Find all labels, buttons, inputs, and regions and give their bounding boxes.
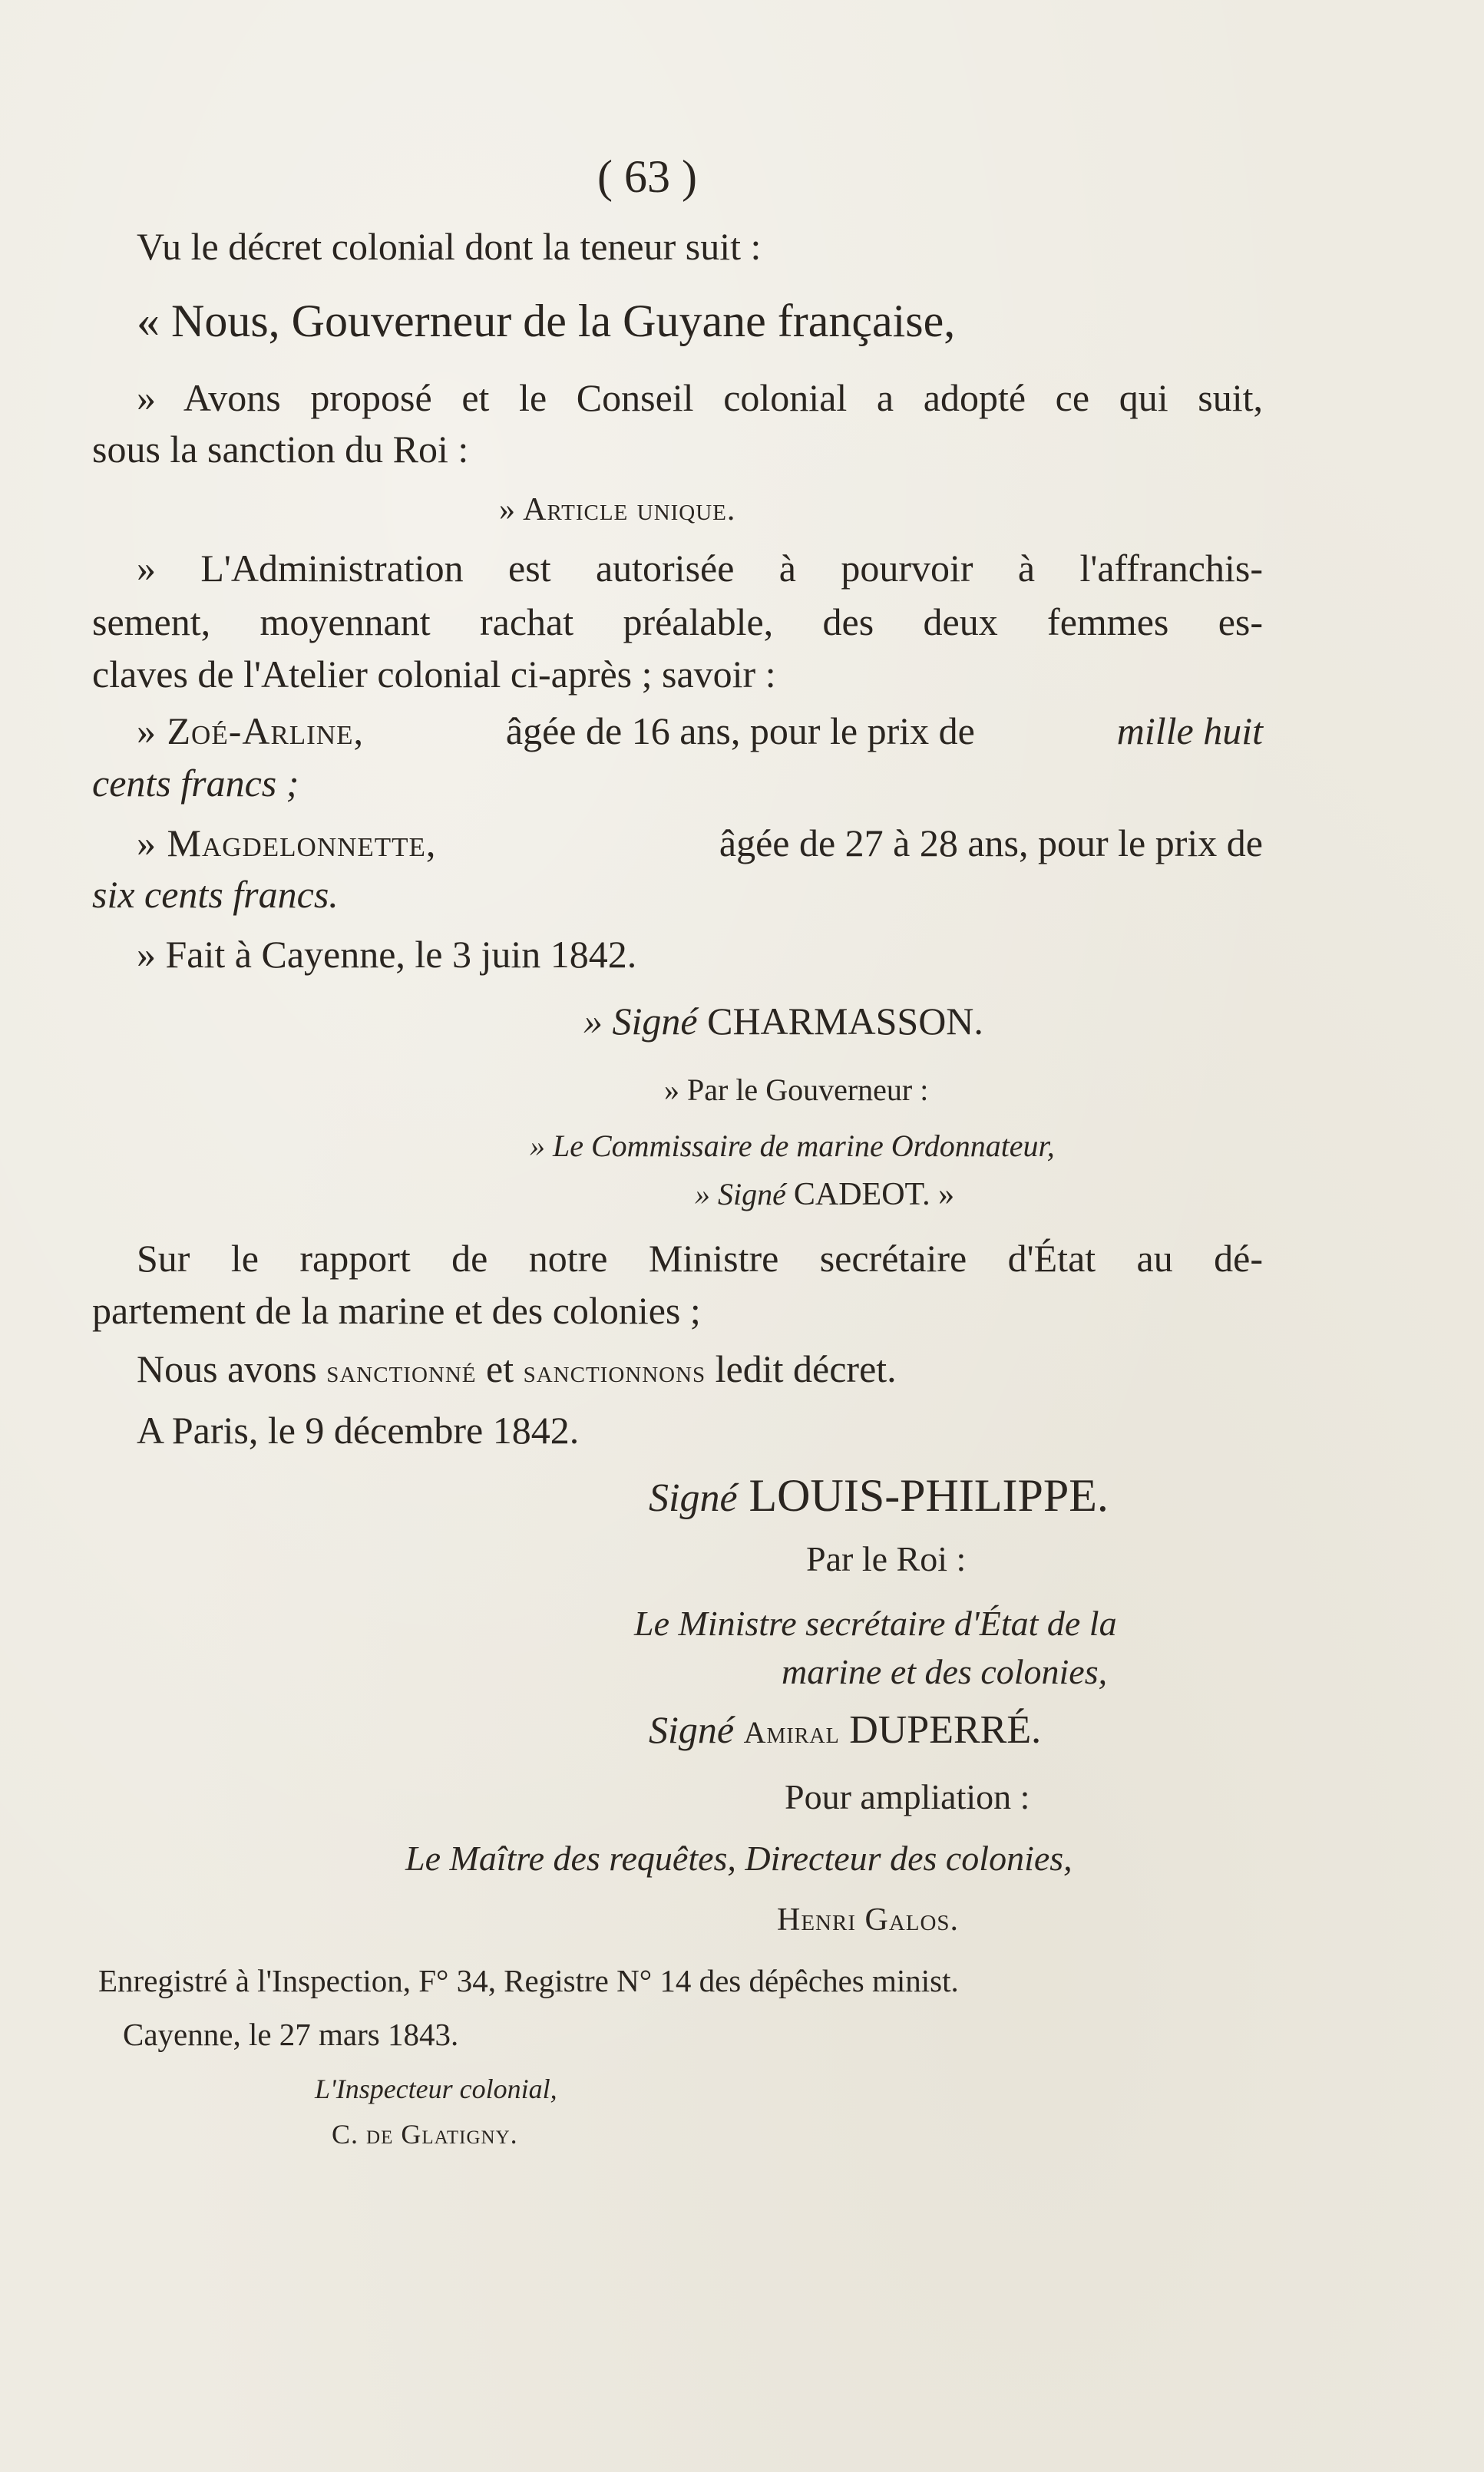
text-line: A Paris, le 9 décembre 1842.	[137, 1409, 580, 1452]
signatory-name: LOUIS-PHILIPPE.	[749, 1470, 1109, 1521]
text-line: Vu le décret colonial dont la teneur suit :	[137, 225, 762, 268]
signature-line	[649, 1710, 1041, 1750]
text-segment: et	[486, 1347, 514, 1390]
text-line: claves de l'Atelier colonial ci-après ; savoir :	[92, 653, 776, 696]
text-line: marine et des colonies,	[782, 1652, 1108, 1691]
signature-line	[695, 1178, 954, 1211]
text-line: partement de la marine et des colonies ;	[92, 1289, 701, 1332]
text-line: sement, moyennant rachat préalable, des deux femmes es-	[92, 600, 1263, 643]
price-text: six cents francs.	[92, 873, 339, 916]
signe-label: Signé	[649, 1476, 738, 1520]
page-number: ( 63 )	[597, 151, 697, 202]
registration-line: Enregistré à l'Inspection, F° 34, Registre N° 14 des dépêches minist.	[98, 1963, 959, 1998]
text-line: Le Maître des requêtes, Directeur des colonies,	[405, 1839, 1073, 1878]
text-line	[137, 1347, 897, 1390]
text-line	[137, 821, 1263, 864]
signatory-name: CHARMASSON.	[707, 1000, 983, 1043]
price-text: mille huit	[1116, 709, 1263, 752]
text-line: » Le Commissaire de marine Ordonnateur,	[530, 1129, 1055, 1163]
signatory-name: C. de Glatigny.	[332, 2119, 518, 2150]
article-heading: » Article unique.	[499, 492, 736, 527]
slave-name: » Magdelonnette,	[137, 821, 437, 864]
signe-label: » Signé	[695, 1177, 786, 1211]
text-line: Sur le rapport de notre Ministre secrétaire d'État au dé-	[137, 1237, 1263, 1280]
decree-heading: « Nous, Gouverneur de la Guyane française,	[137, 296, 956, 346]
text-segment: âgée de 27 à 28 ans, pour le prix de	[719, 821, 1263, 864]
text-segment: ledit décret.	[715, 1347, 897, 1390]
signature-line	[649, 1472, 1109, 1519]
title-text: Amiral	[743, 1715, 840, 1750]
price-text: cents francs ;	[92, 762, 299, 805]
signe-label: Signé	[649, 1708, 735, 1751]
text-segment: sanctionné	[326, 1354, 477, 1390]
text-line: » Avons proposé et le Conseil colonial a adopté ce qui suit,	[137, 376, 1263, 419]
text-line	[137, 709, 1263, 752]
text-line: Pour ampliation :	[785, 1777, 1030, 1816]
signatory-name: Henri Galos.	[777, 1902, 960, 1938]
text-segment: Nous avons	[137, 1347, 317, 1390]
text-line: » Par le Gouverneur :	[664, 1072, 929, 1107]
slave-name: » Zoé-Arline,	[137, 709, 364, 752]
signatory-name: CADEOT. »	[793, 1177, 955, 1212]
text-line: » L'Administration est autorisée à pourvoir à l'affranchis-	[137, 547, 1263, 590]
text-line: Le Ministre secrétaire d'État de la	[634, 1604, 1117, 1643]
text-segment: sanctionnons	[523, 1354, 706, 1390]
registration-line: L'Inspecteur colonial,	[315, 2074, 557, 2104]
signature-line	[583, 1000, 983, 1043]
signatory-name: DUPERRÉ.	[849, 1708, 1042, 1752]
signe-label: » Signé	[583, 1000, 698, 1043]
text-line: Par le Roi :	[806, 1539, 967, 1578]
registration-line: Cayenne, le 27 mars 1843.	[123, 2017, 459, 2052]
text-line: » Fait à Cayenne, le 3 juin 1842.	[137, 933, 637, 976]
text-line: sous la sanction du Roi :	[92, 428, 469, 471]
text-segment: âgée de 16 ans, pour le prix de	[505, 709, 975, 752]
